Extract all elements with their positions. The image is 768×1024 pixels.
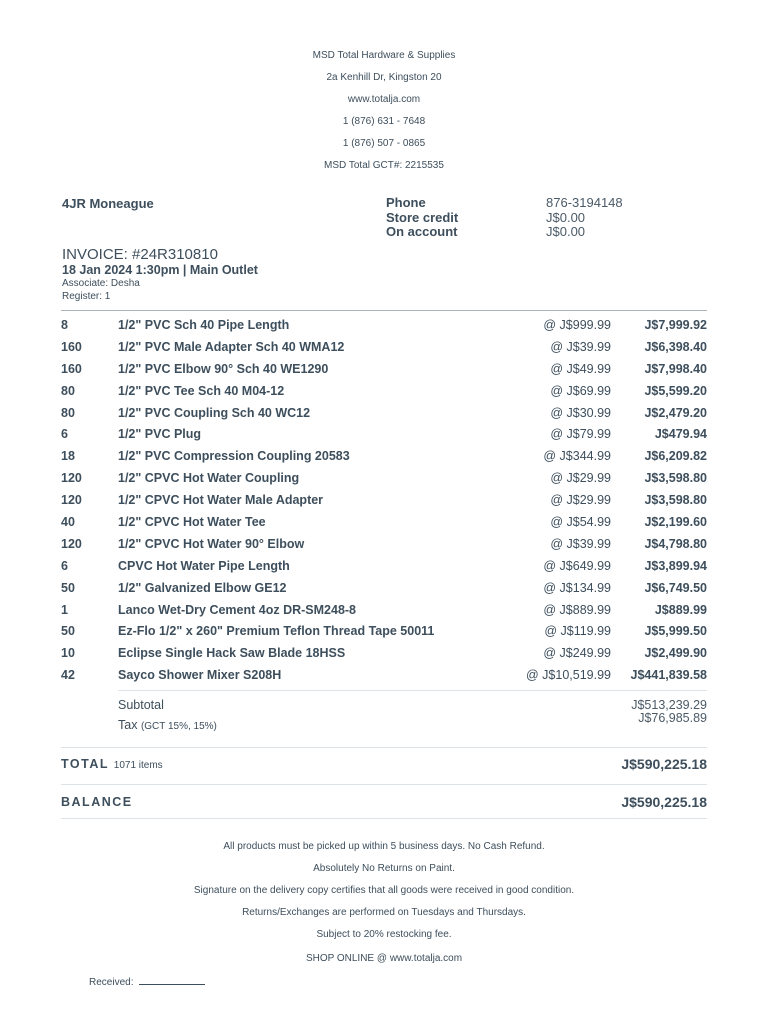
footer-terms <box>0 838 768 972</box>
subtotal-row <box>118 696 707 714</box>
line-item-qty: 42 <box>61 668 75 683</box>
line-item-name: 1/2" PVC Sch 40 Pipe Length <box>118 317 290 332</box>
balance-label: BALANCE <box>61 795 133 809</box>
line-item-qty: 50 <box>61 624 75 639</box>
line-item-amount: J$441,839.58 <box>630 668 707 683</box>
line-item-amount: J$7,999.92 <box>644 317 707 332</box>
balance-divider <box>61 784 707 785</box>
line-item-amount: J$6,209.82 <box>644 449 707 464</box>
line-item-qty: 6 <box>61 427 68 442</box>
line-item-name: 1/2" CPVC Hot Water Coupling <box>118 471 300 486</box>
line-item-unit-price: @ J$649.99 <box>543 558 611 573</box>
received-label: Received: <box>89 977 134 988</box>
store-phone-2: 1 (876) 507 - 0865 <box>342 138 426 149</box>
item-count: 1071 items <box>113 760 163 771</box>
store-credit-value: J$0.00 <box>546 209 586 225</box>
line-item-row <box>61 423 707 445</box>
footer-line-pickup: All products must be picked up within 5 business days. No Cash Refund. <box>223 841 545 852</box>
line-item-row <box>61 336 707 358</box>
subtotal-divider <box>118 690 707 691</box>
line-item-amount: J$3,899.94 <box>644 558 707 573</box>
line-item-qty: 120 <box>61 536 82 551</box>
line-item-qty: 160 <box>61 339 82 354</box>
line-item-unit-price: @ J$29.99 <box>550 493 611 508</box>
line-item-name: 1/2" PVC Male Adapter Sch 40 WMA12 <box>118 339 345 354</box>
phone-value: 876-3194148 <box>546 195 623 210</box>
line-item-qty: 80 <box>61 383 75 398</box>
line-item-row <box>61 467 707 489</box>
line-item-qty: 18 <box>61 449 75 464</box>
header-divider <box>61 310 707 311</box>
line-item-qty: 50 <box>61 580 75 595</box>
tax-label: Tax <box>118 718 138 732</box>
line-item-amount: J$2,479.20 <box>644 405 707 420</box>
line-item-name: 1/2" CPVC Hot Water Male Adapter <box>118 493 324 508</box>
customer-name: 4JR Moneague <box>62 196 154 211</box>
line-item-name: 1/2" PVC Tee Sch 40 M04-12 <box>118 383 285 398</box>
line-item-row <box>61 577 707 599</box>
line-item-unit-price: @ J$999.99 <box>543 317 611 332</box>
line-item-amount: J$6,398.40 <box>644 339 707 354</box>
line-item-row <box>61 511 707 533</box>
line-item-amount: J$479.94 <box>654 427 707 442</box>
store-credit-row <box>386 211 623 226</box>
balance-value: J$590,225.18 <box>621 794 707 810</box>
line-items-list <box>61 314 707 686</box>
received-signature <box>89 975 205 988</box>
line-item-name: Lanco Wet-Dry Cement 4oz DR-SM248-8 <box>118 602 357 617</box>
line-item-name: 1/2" PVC Plug <box>118 427 202 442</box>
line-item-unit-price: @ J$10,519.99 <box>526 668 611 683</box>
line-item-row <box>61 642 707 664</box>
line-item-qty: 40 <box>61 514 75 529</box>
line-item-row <box>61 664 707 686</box>
invoice-associate: Associate: Desha <box>62 278 140 289</box>
footer-line-signature: Signature on the delivery copy certifies that all goods were received in good condition. <box>193 885 575 896</box>
invoice-register: Register: 1 <box>62 290 111 302</box>
line-item-unit-price: @ J$119.99 <box>544 624 611 639</box>
tax-row <box>118 711 707 734</box>
line-item-amount: J$5,599.20 <box>644 383 707 398</box>
on-account-value: J$0.00 <box>546 224 586 239</box>
invoice-header <box>62 246 258 303</box>
line-item-name: 1/2" PVC Elbow 90° Sch 40 WE1290 <box>118 361 329 376</box>
line-item-amount: J$2,499.90 <box>644 646 707 661</box>
total-divider <box>61 747 707 748</box>
store-header <box>0 50 768 182</box>
subtotal-label: Subtotal <box>118 698 164 712</box>
line-item-row <box>61 314 707 336</box>
store-gct-number: MSD Total GCT#: 2215535 <box>324 160 444 171</box>
balance-row <box>61 792 707 812</box>
tax-value: J$76,985.89 <box>638 711 707 725</box>
line-item-amount: J$2,199.60 <box>644 514 707 529</box>
line-item-row <box>61 402 707 424</box>
line-item-unit-price: @ J$249.99 <box>543 646 611 661</box>
total-value: J$590,225.18 <box>621 756 707 772</box>
footer-line-exchanges: Returns/Exchanges are performed on Tuesdays and Thursdays. <box>242 907 526 918</box>
store-address: 2a Kenhill Dr, Kingston 20 <box>326 72 442 83</box>
line-item-amount: J$4,798.80 <box>644 536 707 551</box>
line-item-amount: J$3,598.80 <box>644 471 707 486</box>
line-item-qty: 6 <box>61 558 68 573</box>
signature-line <box>139 975 205 985</box>
line-item-row <box>61 533 707 555</box>
invoice-date: 18 Jan 2024 1:30pm | Main Outlet <box>62 263 258 277</box>
line-item-unit-price: @ J$344.99 <box>543 449 611 464</box>
phone-label: Phone <box>386 195 426 210</box>
line-item-qty: 10 <box>61 646 75 661</box>
store-name: MSD Total Hardware & Supplies <box>312 50 456 61</box>
line-item-unit-price: @ J$889.99 <box>543 602 611 617</box>
line-item-amount: J$3,598.80 <box>644 493 707 508</box>
store-website[interactable]: www.totalja.com <box>347 94 421 105</box>
store-phone-1: 1 (876) 631 - 7648 <box>342 116 426 127</box>
customer-contact-block <box>386 196 623 240</box>
phone-row <box>386 196 623 211</box>
footer-divider <box>61 818 707 819</box>
line-item-row <box>61 599 707 621</box>
total-label: TOTAL <box>61 757 109 771</box>
tax-note: (GCT 15%, 15%) <box>140 721 217 732</box>
line-item-name: 1/2" PVC Coupling Sch 40 WC12 <box>118 405 311 420</box>
line-item-unit-price: @ J$134.99 <box>543 580 611 595</box>
line-item-unit-price: @ J$49.99 <box>550 361 611 376</box>
line-item-name: CPVC Hot Water Pipe Length <box>118 558 290 573</box>
line-item-name: 1/2" CPVC Hot Water 90° Elbow <box>118 536 305 551</box>
total-row <box>61 754 707 774</box>
line-item-qty: 120 <box>61 471 82 486</box>
on-account-label: On account <box>386 224 458 239</box>
footer-line-paint: Absolutely No Returns on Paint. <box>313 863 455 874</box>
line-item-qty: 80 <box>61 405 75 420</box>
line-item-unit-price: @ J$39.99 <box>550 536 611 551</box>
line-item-name: 1/2" Galvanized Elbow GE12 <box>118 580 287 595</box>
line-item-unit-price: @ J$30.99 <box>550 405 611 420</box>
line-item-qty: 8 <box>61 317 68 332</box>
line-item-unit-price: @ J$54.99 <box>550 514 611 529</box>
line-item-unit-price: @ J$39.99 <box>550 339 611 354</box>
line-item-row <box>61 380 707 402</box>
line-item-qty: 120 <box>61 493 82 508</box>
on-account-row <box>386 225 623 240</box>
line-item-row <box>61 620 707 642</box>
line-item-unit-price: @ J$79.99 <box>550 427 611 442</box>
footer-line-restocking: Subject to 20% restocking fee. <box>316 929 452 940</box>
line-item-unit-price: @ J$69.99 <box>550 383 611 398</box>
subtotal-value: J$513,239.29 <box>631 698 707 712</box>
invoice-title: INVOICE: #24R310810 <box>62 246 218 263</box>
line-item-row <box>61 445 707 467</box>
line-item-name: 1/2" CPVC Hot Water Tee <box>118 514 266 529</box>
line-item-unit-price: @ J$29.99 <box>550 471 611 486</box>
line-item-amount: J$889.99 <box>654 602 707 617</box>
line-item-name: 1/2" PVC Compression Coupling 20583 <box>118 449 350 464</box>
line-item-qty: 1 <box>61 602 68 617</box>
line-item-amount: J$6,749.50 <box>644 580 707 595</box>
line-item-name: Eclipse Single Hack Saw Blade 18HSS <box>118 646 346 661</box>
line-item-amount: J$7,998.40 <box>644 361 707 376</box>
line-item-row <box>61 358 707 380</box>
line-item-amount: J$5,999.50 <box>644 624 707 639</box>
line-item-row <box>61 555 707 577</box>
line-item-qty: 160 <box>61 361 82 376</box>
line-item-name: Ez-Flo 1/2" x 260" Premium Teflon Thread Tape 50011 <box>118 624 435 639</box>
line-item-name: Sayco Shower Mixer S208H <box>118 668 282 683</box>
shop-online-link[interactable]: SHOP ONLINE @ www.totalja.com <box>305 953 463 964</box>
store-credit-label: Store credit <box>386 209 459 225</box>
line-item-row <box>61 489 707 511</box>
totals-block <box>118 696 707 734</box>
